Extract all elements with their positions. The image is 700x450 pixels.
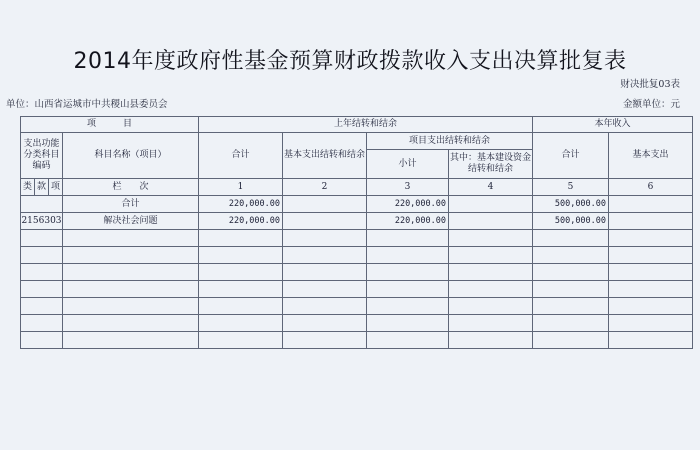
- value-cell: 500,000.00: [533, 196, 609, 213]
- header-lei: 类: [21, 179, 35, 196]
- header-subtotal: 小计: [367, 150, 449, 179]
- header-total: 合计: [199, 133, 283, 179]
- empty-row: [21, 332, 693, 349]
- header-lanci: 栏 次: [63, 179, 199, 196]
- value-cell: [283, 213, 367, 230]
- value-cell: 220,000.00: [367, 196, 449, 213]
- header-this-year: 本年收入: [533, 117, 693, 133]
- column-number: 4: [449, 179, 533, 196]
- value-cell: 220,000.00: [199, 196, 283, 213]
- header-project-balance: 项目支出结转和结余: [367, 133, 533, 150]
- func-code-cell: [21, 196, 63, 213]
- column-number: 2: [283, 179, 367, 196]
- column-number: 3: [367, 179, 449, 196]
- table-row: [21, 213, 693, 230]
- header-basic-balance: 基本支出结转和结余: [283, 133, 367, 179]
- value-cell: [283, 196, 367, 213]
- empty-row: [21, 315, 693, 332]
- empty-row: [21, 264, 693, 281]
- header-prev-year: 上年结转和结余: [199, 117, 533, 133]
- page-title: 2014年度政府性基金预算财政拨款收入支出决算批复表: [73, 49, 627, 74]
- header-xiang: 项: [49, 179, 63, 196]
- form-code: 财决批复03表: [620, 79, 680, 90]
- value-cell: [609, 196, 693, 213]
- value-cell: 220,000.00: [199, 213, 283, 230]
- empty-row: [21, 247, 693, 264]
- amount-unit: 金额单位：元: [622, 99, 680, 110]
- column-number: 1: [199, 179, 283, 196]
- header-this-total: 合计: [533, 133, 609, 179]
- subject-name-cell: 合计: [63, 196, 199, 213]
- header-capital-balance: 其中：基本建设资金结转和结余: [449, 150, 533, 179]
- header-kuan: 款: [35, 179, 49, 196]
- value-cell: [449, 213, 533, 230]
- value-cell: 500,000.00: [533, 213, 609, 230]
- header-project: 项 目: [21, 117, 199, 133]
- empty-row: [21, 281, 693, 298]
- header-func-code: 支出功能分类科目编码: [21, 133, 63, 179]
- header-basic-expense: 基本支出: [609, 133, 693, 179]
- empty-row: [21, 230, 693, 247]
- column-number: 5: [533, 179, 609, 196]
- subject-name-cell: 解决社会问题: [63, 213, 199, 230]
- value-cell: 220,000.00: [367, 213, 449, 230]
- unit-label: 单位：山西省运城市中共稷山县委员会: [6, 99, 168, 110]
- func-code-cell: 2156303: [21, 213, 63, 230]
- header-subject-name: 科目名称（项目）: [63, 133, 199, 179]
- value-cell: [449, 196, 533, 213]
- value-cell: [609, 213, 693, 230]
- empty-row: [21, 298, 693, 315]
- approval-table: [20, 116, 693, 349]
- table-row: [21, 196, 693, 213]
- column-number: 6: [609, 179, 693, 196]
